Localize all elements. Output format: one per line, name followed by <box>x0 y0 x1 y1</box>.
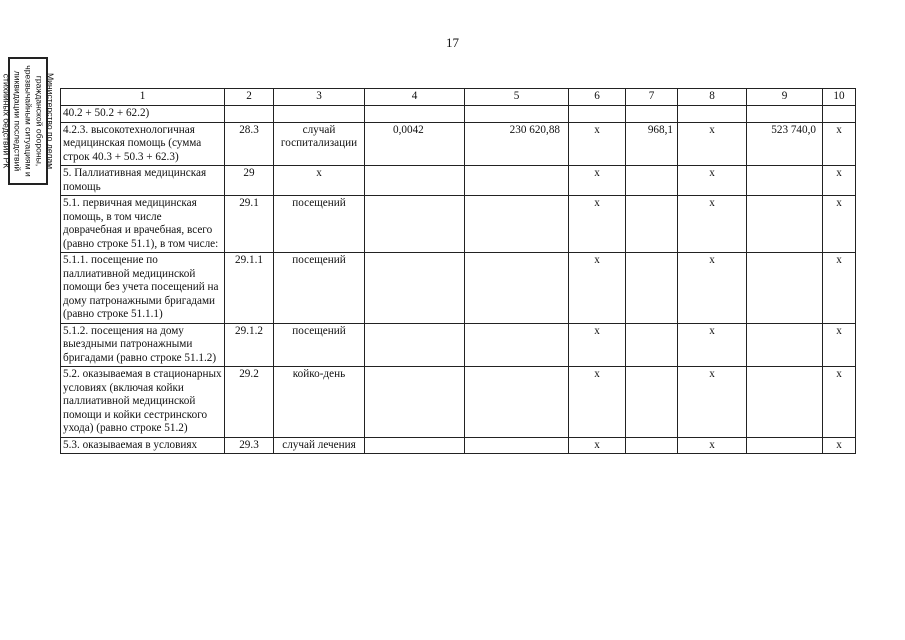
table-row <box>61 122 856 166</box>
cell-col7 <box>626 253 678 324</box>
cell-unit: х <box>274 166 365 196</box>
cell-col4 <box>365 166 465 196</box>
column-header: 4 <box>365 89 465 106</box>
column-header: 6 <box>569 89 626 106</box>
cell-row-number <box>225 106 274 123</box>
cell-col7 <box>626 437 678 454</box>
cell-col6: х <box>569 323 626 367</box>
cell-row-number: 29.1 <box>225 196 274 253</box>
cell-col4: 0,0042 <box>365 122 465 166</box>
cell-col10: х <box>823 437 856 454</box>
cell-unit: случай лечения <box>274 437 365 454</box>
column-header: 2 <box>225 89 274 106</box>
cell-row-number: 29.2 <box>225 367 274 438</box>
cell-description: 5.1.1. посещение по паллиативной медицинской помощи без учета посещений на дому патронажными бригадами (равно строке 51.1.1) <box>61 253 225 324</box>
table-row <box>61 253 856 324</box>
column-header: 5 <box>465 89 569 106</box>
cell-unit: посещений <box>274 196 365 253</box>
table-row <box>61 166 856 196</box>
ministry-stamp <box>1 57 56 185</box>
table-row <box>61 106 856 123</box>
data-table <box>60 88 856 454</box>
cell-description: 5.1. первичная медицинская помощь, в том числе доврачебная и врачебная, всего (равно строке 51.1), в том числе: <box>61 196 225 253</box>
cell-col9 <box>747 437 823 454</box>
column-header: 3 <box>274 89 365 106</box>
cell-col8: х <box>678 253 747 324</box>
cell-col6: х <box>569 437 626 454</box>
table-row <box>61 367 856 438</box>
cell-unit: посещений <box>274 323 365 367</box>
cell-col10: х <box>823 367 856 438</box>
cell-col6 <box>569 106 626 123</box>
column-header: 1 <box>61 89 225 106</box>
cell-col5 <box>465 196 569 253</box>
cell-col9 <box>747 367 823 438</box>
page-number: 17 <box>446 35 459 50</box>
cell-description: 40.2 + 50.2 + 62.2) <box>61 106 225 123</box>
cell-description: 5.2. оказываемая в стационарных условиях (включая койки паллиативной медицинской помощи и койки сестринского ухода) (равно строке 51.2) <box>61 367 225 438</box>
column-header: 8 <box>678 89 747 106</box>
cell-col8: х <box>678 437 747 454</box>
cell-row-number: 29 <box>225 166 274 196</box>
cell-col8: х <box>678 196 747 253</box>
cell-col6: х <box>569 196 626 253</box>
column-header: 10 <box>823 89 856 106</box>
cell-col10: х <box>823 323 856 367</box>
cell-col5: 230 620,88 <box>465 122 569 166</box>
cell-col9 <box>747 253 823 324</box>
table-row <box>61 437 856 454</box>
cell-col7 <box>626 166 678 196</box>
cell-col6: х <box>569 122 626 166</box>
cell-description: 4.2.3. высокотехнологичная медицинская помощь (сумма строк 40.3 + 50.3 + 62.3) <box>61 122 225 166</box>
cell-col6: х <box>569 253 626 324</box>
cell-col7 <box>626 196 678 253</box>
cell-unit: койко-день <box>274 367 365 438</box>
cell-row-number: 29.1.2 <box>225 323 274 367</box>
cell-unit: посещений <box>274 253 365 324</box>
cell-col8 <box>678 106 747 123</box>
cell-col5 <box>465 437 569 454</box>
cell-col5 <box>465 323 569 367</box>
cell-col9 <box>747 323 823 367</box>
cell-col7 <box>626 323 678 367</box>
cell-description: 5.1.2. посещения на дому выездными патронажными бригадами (равно строке 51.1.2) <box>61 323 225 367</box>
cell-col4 <box>365 367 465 438</box>
cell-col10: х <box>823 196 856 253</box>
header-row <box>61 89 856 106</box>
cell-col8: х <box>678 166 747 196</box>
cell-col5 <box>465 106 569 123</box>
cell-col10: х <box>823 122 856 166</box>
cell-col4 <box>365 106 465 123</box>
stamp-text: Министерство по делам гражданской обороны, чрезвычайным ситуациям и ликвидации последствий стихийных бедствий РК <box>1 65 56 177</box>
cell-description: 5.3. оказываемая в условиях <box>61 437 225 454</box>
cell-col5 <box>465 166 569 196</box>
column-header: 9 <box>747 89 823 106</box>
cell-description: 5. Паллиативная медицинская помощь <box>61 166 225 196</box>
cell-col7 <box>626 106 678 123</box>
cell-row-number: 29.3 <box>225 437 274 454</box>
table-row <box>61 323 856 367</box>
cell-col8: х <box>678 367 747 438</box>
cell-col4 <box>365 323 465 367</box>
cell-col9: 523 740,0 <box>747 122 823 166</box>
cell-unit: случай госпитализации <box>274 122 365 166</box>
cell-col8: х <box>678 323 747 367</box>
cell-col6: х <box>569 166 626 196</box>
cell-col10: х <box>823 253 856 324</box>
cell-col5 <box>465 253 569 324</box>
cell-col4 <box>365 437 465 454</box>
cell-col4 <box>365 196 465 253</box>
cell-row-number: 29.1.1 <box>225 253 274 324</box>
cell-col5 <box>465 367 569 438</box>
cell-col9 <box>747 106 823 123</box>
cell-col6: х <box>569 367 626 438</box>
table-row <box>61 196 856 253</box>
cell-col7 <box>626 367 678 438</box>
cell-col7: 968,1 <box>626 122 678 166</box>
cell-row-number: 28.3 <box>225 122 274 166</box>
column-header: 7 <box>626 89 678 106</box>
cell-col9 <box>747 166 823 196</box>
cell-col10: х <box>823 166 856 196</box>
cell-col8: х <box>678 122 747 166</box>
cell-col4 <box>365 253 465 324</box>
cell-col10 <box>823 106 856 123</box>
cell-col9 <box>747 196 823 253</box>
cell-unit <box>274 106 365 123</box>
